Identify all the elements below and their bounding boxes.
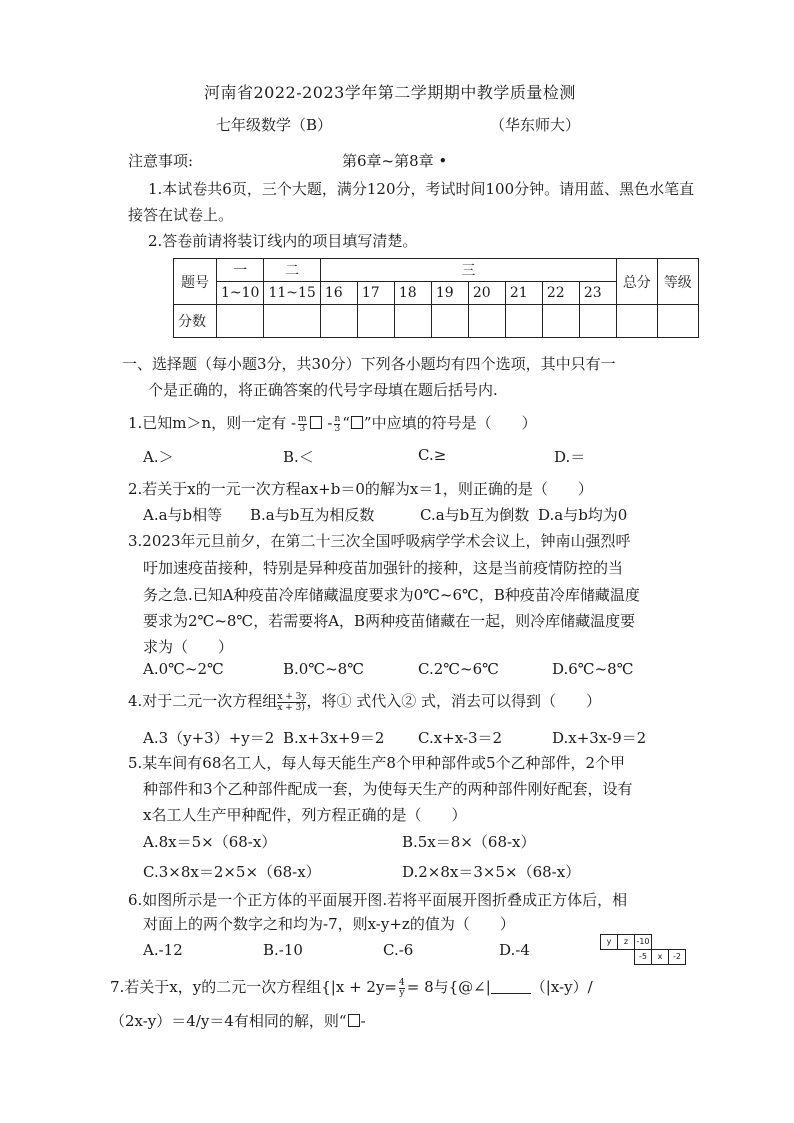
question-3-line1: 3.2023年元旦前夕，在第二十三次全国呼吸病学学术会议上，钟南山强烈呼 (128, 532, 631, 550)
q1-fraction-n: $\frac{n}{3}$ (334, 413, 341, 434)
q6-option-d[interactable]: D.-4 (499, 941, 530, 959)
answer-box-icon (348, 1014, 360, 1027)
q1-suffix: “ (342, 414, 350, 432)
q1-option-c[interactable]: C.≥ (418, 446, 447, 464)
q5-option-c[interactable]: C.3×8x＝2×5×（68-x） (143, 863, 321, 881)
q4-prefix: 4.对于二元一次方程组 (128, 692, 278, 710)
score-table-subheader: 19 (431, 282, 468, 305)
q4-equation-system: $\frac{x + 3y}{x + 3)}$ (277, 691, 307, 713)
q1-option-b[interactable]: B.＜ (283, 448, 314, 466)
q6-option-a[interactable]: A.-12 (143, 941, 183, 959)
score-table-subheader: 20 (468, 282, 505, 305)
q1-option-d[interactable]: D.＝ (554, 448, 586, 466)
score-cell[interactable] (542, 305, 579, 338)
score-table-header-tihao: 题号 (174, 259, 217, 305)
score-table-subheader: 16 (320, 282, 357, 305)
answer-box-icon (310, 416, 322, 429)
q6-option-c[interactable]: C.-6 (383, 941, 414, 959)
score-cell[interactable] (579, 305, 616, 338)
score-cell[interactable] (657, 305, 698, 338)
score-table-score-label: 分数 (174, 305, 217, 338)
q1-prefix: 1.已知m＞n，则一定有 - (128, 414, 297, 432)
score-cell[interactable] (616, 305, 657, 338)
cube-net-cell: -10 (634, 934, 652, 950)
q2-option-c[interactable]: C.a与b互为倒数 (420, 506, 530, 524)
q3-option-c[interactable]: C.2℃~6℃ (418, 660, 499, 678)
question-6-line2: 对面上的两个数字之和均为-7，则x-y+z的值为（ ） (143, 915, 515, 933)
q4-suffix: ，将① 式代入② 式，消去可以得到（ ） (306, 692, 602, 710)
q1-suffix2: ”中应填的符号是（ ） (363, 414, 537, 432)
score-cell[interactable] (505, 305, 542, 338)
q7-part-b: = 8与{@∠| (406, 978, 491, 996)
exam-edition: （华东师大） (490, 116, 581, 134)
score-cell[interactable] (357, 305, 394, 338)
score-cell[interactable] (431, 305, 468, 338)
section1-heading-line2: 个是正确的，将正确答案的代号字母填在题后括号内. (148, 381, 498, 399)
q5-option-d[interactable]: D.2×8x＝3×5×（68-x） (402, 863, 581, 881)
score-cell[interactable] (394, 305, 431, 338)
score-table-header-part1: 一 (217, 259, 264, 282)
question-4-stem (128, 690, 601, 713)
q4-option-b[interactable]: B.x+3x+9＝2 (283, 729, 385, 747)
question-5-line2: 种部件和3个乙种部件配成一套，为使每天生产的两种部件刚好配套，设有 (143, 780, 633, 798)
q6-option-b[interactable]: B.-10 (263, 941, 303, 959)
cube-net-cell: z (617, 934, 635, 950)
section1-heading-line1: 一、选择题（每小题3分，共30分）下列各小题均有四个选项，其中只有一 (122, 355, 616, 373)
score-table-subheader: 11~15 (264, 282, 320, 305)
q5-option-b[interactable]: B.5x＝8×（68-x） (402, 833, 536, 851)
q1-option-a[interactable]: A.＞ (143, 448, 174, 466)
q4-option-d[interactable]: D.x+3x-9＝2 (552, 729, 647, 747)
score-cell[interactable] (264, 305, 320, 338)
question-2-stem: 2.若关于x的一元一次方程ax+b＝0的解为x＝1，则正确的是（ ） (128, 480, 593, 498)
q7-line2-tail: - (360, 1012, 366, 1030)
question-7-line1 (110, 976, 593, 998)
question-7-line2 (110, 1010, 366, 1031)
score-cell[interactable] (320, 305, 357, 338)
question-1-stem (128, 412, 537, 434)
q7-part-a: 7.若关于x，y的二元一次方程组{|x + 2y= (110, 978, 397, 996)
q1-mid: - (322, 414, 333, 432)
exam-title: 河南省2022-2023学年第二学期期中教学质量检测 (204, 83, 576, 102)
q2-option-a[interactable]: A.a与b相等 (143, 506, 223, 524)
score-table-header-total: 总分 (616, 259, 657, 305)
q3-option-d[interactable]: D.6℃~8℃ (552, 660, 634, 678)
q2-option-b[interactable]: B.a与b互为相反数 (250, 506, 375, 524)
question-6-line1: 6.如图所示是一个正方体的平面展开图.若将平面展开图折叠成正方体后，相 (128, 891, 628, 909)
q4-option-a[interactable]: A.3（y+3）+y＝2 (143, 729, 275, 747)
score-table-subheader: 17 (357, 282, 394, 305)
q7-line2-text: （2x-y）＝4/y＝4有相同的解，则“ (110, 1012, 347, 1030)
q1-fraction-m: $\frac{m}{3}$ (298, 413, 307, 434)
score-table-subheader: 1~10 (217, 282, 264, 305)
cube-net-cell: x (651, 949, 669, 965)
score-table-subheader: 23 (579, 282, 616, 305)
exam-subject: 七年级数学（B） (216, 116, 333, 134)
question-5-line3: x名工人生产甲种配件，列方程正确的是（ ） (143, 806, 467, 824)
cube-net-cell: -5 (634, 949, 652, 965)
note-2: 2.答卷前请将装订线内的项目填写清楚。 (148, 232, 418, 250)
score-cell[interactable] (468, 305, 505, 338)
score-table-header-part3: 三 (320, 259, 616, 282)
q7-blank (491, 979, 531, 994)
score-table-subheader: 22 (542, 282, 579, 305)
answer-box-icon (351, 416, 363, 429)
q3-option-b[interactable]: B.0℃~8℃ (283, 660, 365, 678)
q4-option-c[interactable]: C.x+x-3＝2 (418, 729, 503, 747)
cube-net-cell: y (600, 934, 618, 950)
score-table-header-part2: 二 (264, 259, 320, 282)
note-1: 1.本试卷共6页，三个大题，满分120分，考试时间100分钟。请用蓝、黑色水笔直接答在试卷上。 (128, 180, 695, 224)
notes-label: 注意事项: (128, 152, 194, 170)
chapter-range: 第6章~第8章 • (342, 152, 448, 170)
question-3-line2: 吁加速疫苗接种，特别是异种疫苗加强针的接种，这是当前疫情防控的当 (143, 559, 624, 577)
cube-net-cell: -2 (668, 949, 686, 965)
q5-option-a[interactable]: A.8x＝5×（68-x） (143, 833, 277, 851)
score-cell[interactable] (217, 305, 264, 338)
score-table-subheader: 18 (394, 282, 431, 305)
score-table-subheader: 21 (505, 282, 542, 305)
question-3-line4: 要求为2℃~8℃，若需要将A，B两种疫苗储藏在一起，则冷库储藏温度要 (143, 612, 636, 630)
question-5-line1: 5.某车间有68名工人，每人每天能生产8个甲种部件或5个乙种部件，2个甲 (128, 754, 626, 772)
q2-option-d[interactable]: D.a与b均为0 (538, 506, 628, 524)
question-3-line5: 求为（ ） (143, 638, 234, 656)
score-table (173, 258, 699, 338)
q7-fraction: $\frac{4}{y}$ (399, 977, 405, 998)
q7-part-c: （|x-y）/ (530, 978, 593, 996)
score-table-header-grade: 等级 (657, 259, 698, 305)
question-3-line3: 务之急.已知A种疫苗冷库储藏温度要求为0℃~6℃，B种疫苗冷库储藏温度 (143, 586, 640, 604)
q3-option-a[interactable]: A.0℃~2℃ (143, 660, 224, 678)
